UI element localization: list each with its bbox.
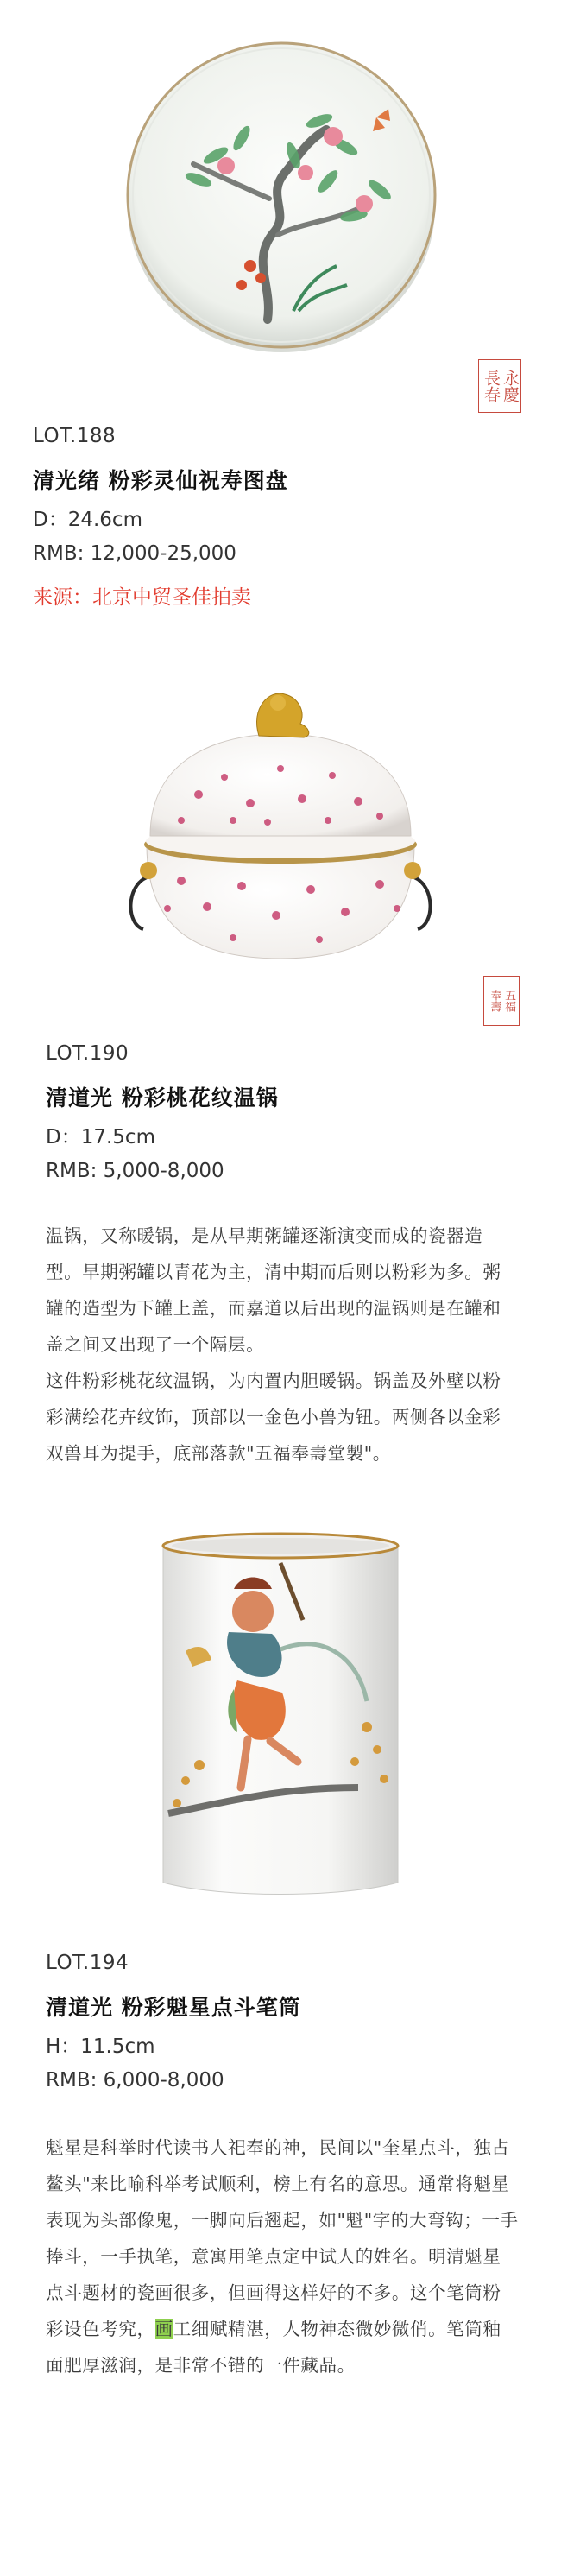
description-paragraph: 这件粉彩桃花纹温锅，为内置内胆暖锅。锅盖及外壁以粉彩满绘花卉纹饰，顶部以一金色小兽为钮。两侧各以金彩双兽耳为提手，底部落款"五福奉壽堂製"。 <box>46 1370 501 1464</box>
highlighted-char: 画 <box>154 2319 173 2339</box>
famille-rose-plate-icon <box>121 35 442 356</box>
lot-number-188: LOT.188 <box>33 425 117 447</box>
lot-description-194 <box>46 2130 519 2383</box>
lot-source-188: 来源：北京中贸圣佳拍卖 <box>33 586 251 609</box>
lot-number-194: LOT.194 <box>46 1952 129 1974</box>
lot-description-190 <box>46 1218 519 1472</box>
warming-pot-with-lid-icon <box>121 682 440 967</box>
lot-size-188: D：24.6cm <box>33 509 142 531</box>
seal-text-col2: 長春 <box>482 370 501 402</box>
lot-size-194: H：11.5cm <box>46 2035 155 2058</box>
description-text: 魁星是科举时代读书人祀奉的神，民间以"奎星点斗，独占鳌头"来比喻科举考试顺利，榜上有名的意思。通常将魁星表现为头部像鬼，一脚向后翘起，如"魁"字的大弯钩；一手捧斗，一手执笔，意寓用笔点定中试人的姓名。明清魁星点斗题材的瓷画很多，但画得这样好的不多。这个笔筒粉彩设色考究， <box>46 2137 519 2339</box>
collector-seal-190 <box>483 976 520 1026</box>
brush-pot-kuixing-icon <box>151 1529 410 1900</box>
collector-seal-188 <box>478 359 521 413</box>
lot-estimate-188: RMB: 12,000-25,000 <box>33 542 236 565</box>
lot-number-190: LOT.190 <box>46 1042 129 1065</box>
lot-estimate-194: RMB: 6,000-8,000 <box>46 2069 224 2092</box>
description-paragraph: 温锅，又称暖锅，是从早期粥罐逐渐演变而成的瓷器造型。早期粥罐以青花为主，清中期而后则以粉彩为多。粥罐的造型为下罐上盖，而嘉道以后出现的温锅则是在罐和盖之间又出现了一个隔层。 <box>46 1225 501 1355</box>
warming-pot-image <box>121 682 440 967</box>
lot-title-188: 清光绪 粉彩灵仙祝寿图盘 <box>33 468 288 493</box>
plate-image <box>121 35 442 356</box>
lot-title-194: 清道光 粉彩魁星点斗笔筒 <box>46 1995 301 2020</box>
seal-text-col2: 奉壽 <box>488 990 501 1012</box>
description-paragraph <box>46 2130 519 2383</box>
seal-text-col1: 永慶 <box>500 370 520 402</box>
lot-estimate-190: RMB: 5,000-8,000 <box>46 1160 224 1182</box>
brush-pot-image <box>151 1529 410 1900</box>
description-text: 工细赋精湛，人物神态微妙微俏。笔筒釉面肥厚滋润，是非常不错的一件藏品。 <box>46 2319 501 2376</box>
seal-text-col1: 五福 <box>502 990 516 1012</box>
lot-size-190: D：17.5cm <box>46 1126 155 1149</box>
lot-title-190: 清道光 粉彩桃花纹温锅 <box>46 1085 279 1111</box>
